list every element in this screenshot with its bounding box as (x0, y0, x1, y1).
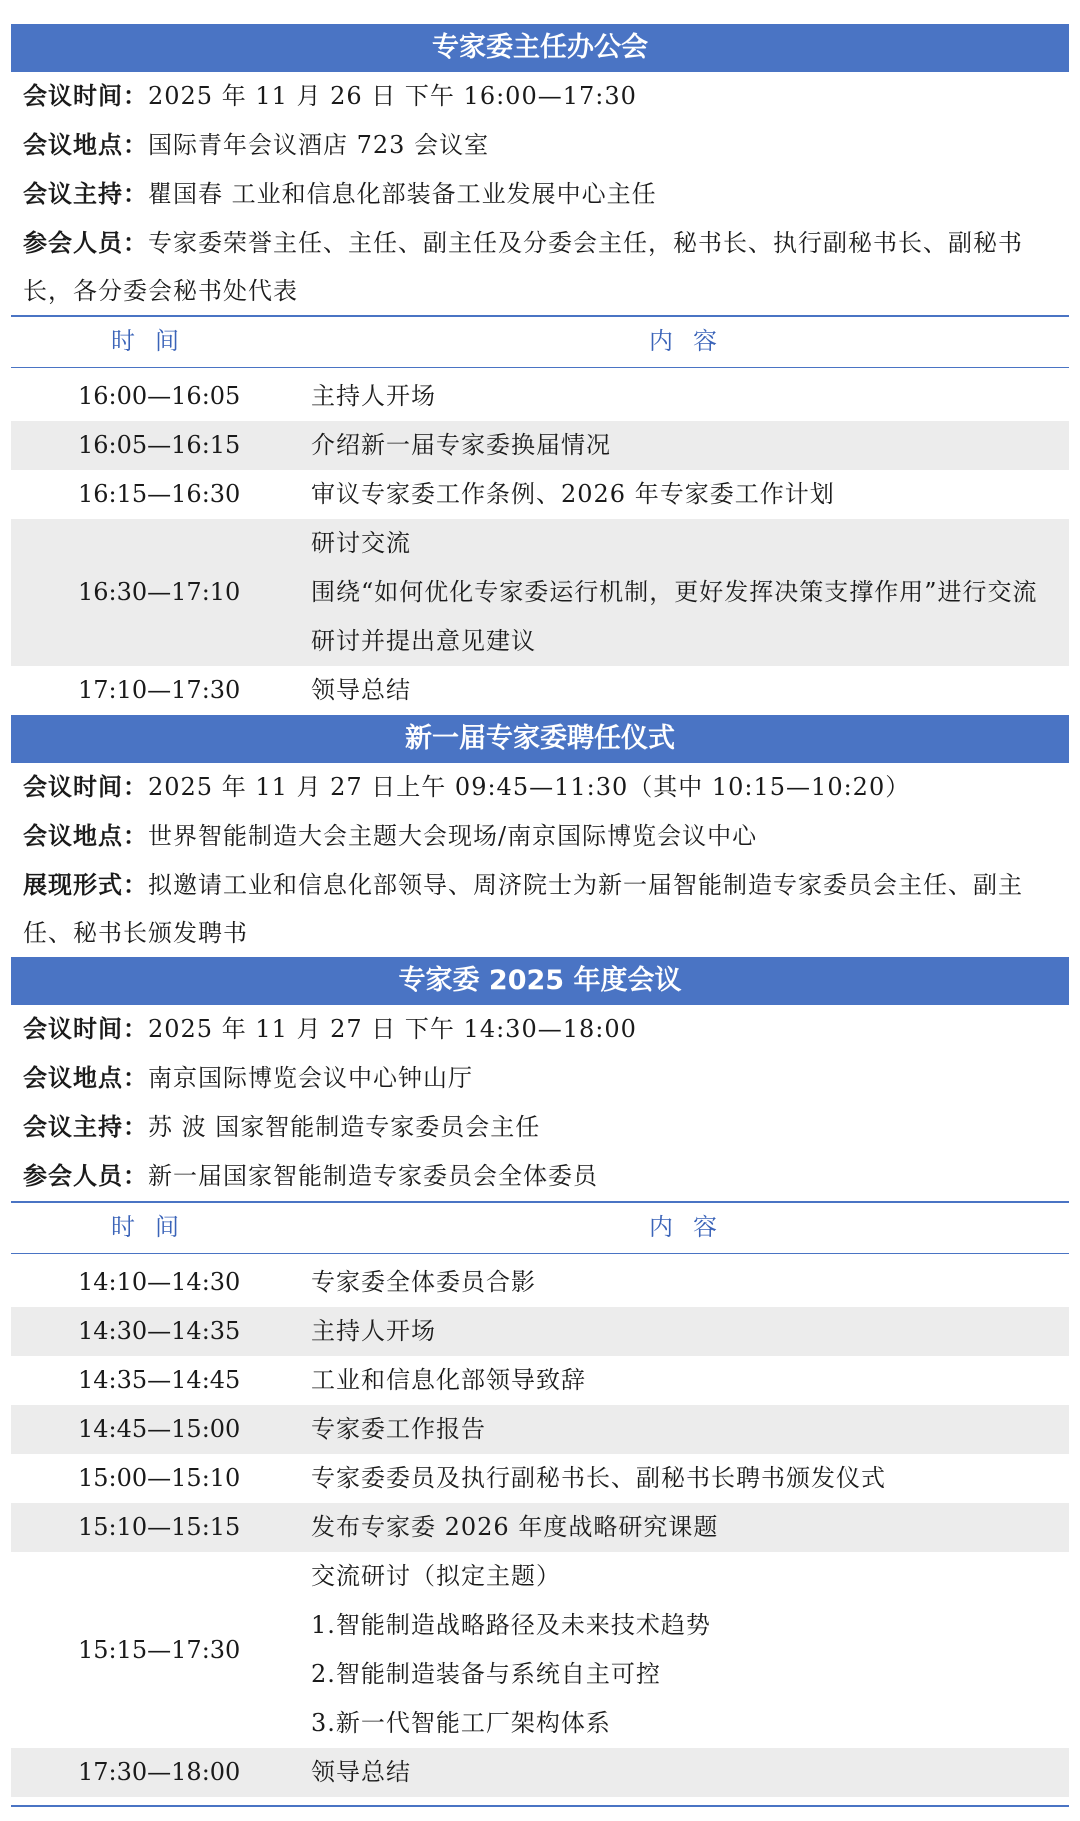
schedule-content-line: 1.智能制造战略路径及未来技术趋势 (311, 1611, 711, 1639)
meeting-time-label: 会议时间： (23, 82, 148, 110)
schedule-content-line: 2.智能制造装备与系统自主可控 (311, 1660, 661, 1688)
schedule-header-time: 时间 (111, 1213, 199, 1241)
schedule-header-content: 内容 (649, 327, 737, 355)
meeting-attendees-value: 专家委荣誉主任、主任、副主任及分委会主任，秘书长、执行副秘书长、副秘书长，各分委会秘书处代表 (23, 229, 1023, 305)
schedule-time: 15:00—15:10 (78, 1464, 241, 1492)
table-bottom-rule (11, 1797, 1069, 1807)
schedule-content (311, 1405, 1069, 1454)
schedule-row (11, 1258, 1069, 1307)
meeting-host-label: 会议主持： (23, 180, 148, 208)
meeting-time-value: 2025 年 11 月 26 日 下午 16:00—17:30 (148, 82, 637, 110)
schedule-content (311, 1258, 1069, 1307)
meeting-host-value: 瞿国春 工业和信息化部装备工业发展中心主任 (148, 180, 657, 208)
schedule-time: 16:00—16:05 (78, 382, 241, 410)
schedule-time: 14:45—15:00 (78, 1415, 241, 1443)
schedule-content (311, 519, 1069, 666)
meeting-place-value: 国际青年会议酒店 723 会议室 (148, 131, 490, 159)
schedule-row (11, 1454, 1069, 1503)
schedule-content-line: 交流研讨（拟定主题） (311, 1562, 561, 1590)
schedule-content-line: 领导总结 (311, 1758, 411, 1786)
schedule-header-content: 内容 (649, 1213, 737, 1241)
schedule-time: 14:10—14:30 (78, 1268, 241, 1296)
schedule-content-line: 专家委全体委员合影 (311, 1268, 536, 1296)
schedule-content-line: 研讨交流 (311, 529, 411, 557)
schedule-header (11, 315, 1069, 368)
meeting-place-value: 南京国际博览会议中心钟山厅 (148, 1064, 473, 1092)
meeting-attendees-line (11, 1152, 1069, 1201)
section-banner-annual-meeting: 专家委 2025 年度会议 (11, 957, 1069, 1005)
schedule-content-line: 主持人开场 (311, 1317, 436, 1345)
meeting-time-line (11, 763, 1069, 812)
schedule-content-line: 介绍新一届专家委换届情况 (311, 431, 611, 459)
schedule-table-annual-meeting (11, 1258, 1069, 1797)
schedule-row (11, 1748, 1069, 1797)
schedule-row (11, 1307, 1069, 1356)
schedule-content (311, 421, 1069, 470)
schedule-time: 16:15—16:30 (78, 480, 241, 508)
schedule-content (311, 1748, 1069, 1797)
schedule-content (311, 470, 1069, 519)
schedule-time: 17:30—18:00 (78, 1758, 241, 1786)
schedule-header (11, 1201, 1069, 1254)
meeting-host-line (11, 1103, 1069, 1152)
presentation-form-value: 拟邀请工业和信息化部领导、周济院士为新一届智能制造专家委员会主任、副主任、秘书长颁发聘书 (23, 871, 1023, 947)
meeting-time-value: 2025 年 11 月 27 日 下午 14:30—18:00 (148, 1015, 637, 1043)
meeting-time-label: 会议时间： (23, 1015, 148, 1043)
schedule-row (11, 421, 1069, 470)
meeting-host-label: 会议主持： (23, 1113, 148, 1141)
agenda-document (11, 24, 1069, 1807)
meeting-place-value: 世界智能制造大会主题大会现场/南京国际博览会议中心 (148, 822, 758, 850)
section-banner-director-meeting: 专家委主任办公会 (11, 24, 1069, 72)
meeting-place-line (11, 121, 1069, 170)
schedule-content-line: 主持人开场 (311, 382, 436, 410)
schedule-content (311, 1552, 1069, 1748)
meeting-place-line (11, 812, 1069, 861)
schedule-row (11, 372, 1069, 421)
schedule-content (311, 372, 1069, 421)
schedule-content-line: 审议专家委工作条例、2026 年专家委工作计划 (311, 480, 835, 508)
meeting-attendees-value: 新一届国家智能制造专家委员会全体委员 (148, 1162, 598, 1190)
schedule-time: 15:15—17:30 (78, 1635, 241, 1664)
schedule-header-time: 时间 (111, 327, 199, 355)
meeting-host-line (11, 170, 1069, 219)
schedule-time: 16:05—16:15 (78, 431, 241, 459)
section-banner-appointment-ceremony: 新一届专家委聘任仪式 (11, 715, 1069, 763)
presentation-form-line (11, 861, 1069, 957)
meeting-host-value: 苏 波 国家智能制造专家委员会主任 (148, 1113, 541, 1141)
meeting-time-value: 2025 年 11 月 27 日上午 09:45—11:30（其中 10:15—10:20） (148, 773, 911, 801)
schedule-row (11, 519, 1069, 666)
meeting-time-label: 会议时间： (23, 773, 148, 801)
schedule-content (311, 666, 1069, 715)
schedule-time: 16:30—17:10 (78, 578, 241, 606)
meeting-place-label: 会议地点： (23, 1064, 148, 1092)
meeting-attendees-label: 参会人员： (23, 229, 148, 257)
schedule-content-line: 专家委工作报告 (311, 1415, 486, 1443)
meeting-time-line (11, 72, 1069, 121)
schedule-content-line: 工业和信息化部领导致辞 (311, 1366, 586, 1394)
schedule-content (311, 1307, 1069, 1356)
schedule-content (311, 1503, 1069, 1552)
meeting-place-line (11, 1054, 1069, 1103)
meeting-place-label: 会议地点： (23, 131, 148, 159)
schedule-content (311, 1356, 1069, 1405)
schedule-row (11, 666, 1069, 715)
presentation-form-label: 展现形式： (23, 871, 148, 899)
schedule-content-line: 专家委委员及执行副秘书长、副秘书长聘书颁发仪式 (311, 1464, 886, 1492)
schedule-row (11, 1503, 1069, 1552)
schedule-content-line: 围绕“如何优化专家委运行机制，更好发挥决策支撑作用”进行交流研讨并提出意见建议 (311, 578, 1038, 655)
schedule-row (11, 1552, 1069, 1748)
meeting-attendees-line (11, 219, 1069, 315)
schedule-row (11, 1405, 1069, 1454)
meeting-attendees-label: 参会人员： (23, 1162, 148, 1190)
schedule-row (11, 1356, 1069, 1405)
schedule-content-line: 3.新一代智能工厂架构体系 (311, 1709, 611, 1737)
schedule-row (11, 470, 1069, 519)
schedule-content-line: 领导总结 (311, 676, 411, 704)
schedule-time: 15:10—15:15 (78, 1513, 241, 1541)
schedule-time: 14:35—14:45 (78, 1366, 241, 1394)
schedule-content-line: 发布专家委 2026 年度战略研究课题 (311, 1513, 719, 1541)
meeting-place-label: 会议地点： (23, 822, 148, 850)
schedule-time: 17:10—17:30 (78, 676, 241, 704)
schedule-content (311, 1454, 1069, 1503)
meeting-time-line (11, 1005, 1069, 1054)
schedule-time: 14:30—14:35 (78, 1317, 241, 1345)
schedule-table-director-meeting (11, 372, 1069, 715)
